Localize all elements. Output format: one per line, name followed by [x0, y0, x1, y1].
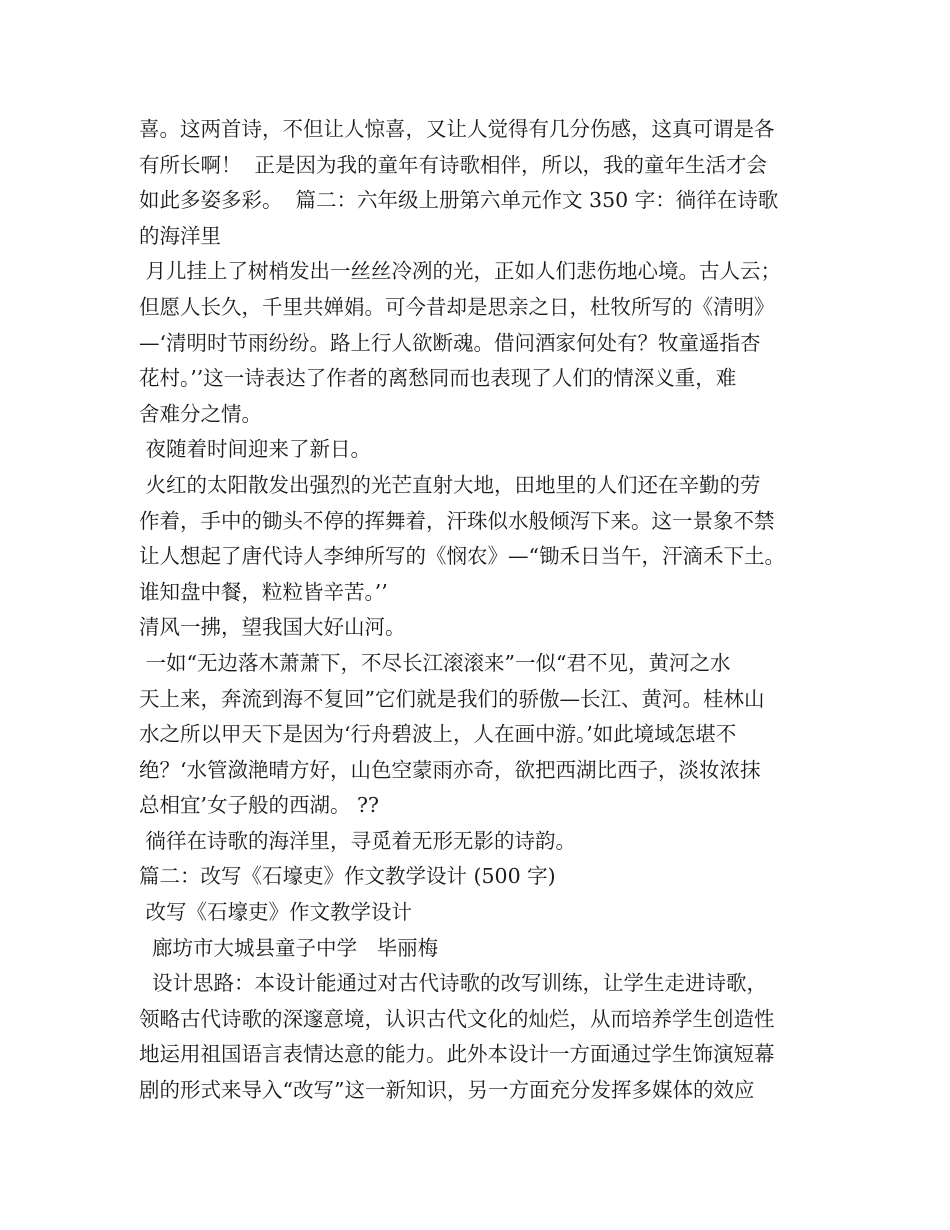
- text-line: 地运用祖国语言表情达意的能力。此外本设计一方面通过学生饰演短幕: [139, 1042, 775, 1067]
- text-line: 谁知盘中餐，粒粒皆辛苦。’’: [139, 579, 388, 604]
- text-line: 绝？‘水管潋滟晴方好，山色空蒙雨亦奇，欲把西湖比西子，淡妆浓抹: [139, 757, 761, 782]
- text-line: 徜徉在诗歌的海洋里，寻觅着无形无影的诗韵。: [139, 828, 577, 853]
- text-line: 总相宜’女子般的西湖。 ??: [139, 793, 380, 818]
- text-line: 设计思路：本设计能通过对古代诗歌的改写训练，让学生走进诗歌，: [139, 971, 768, 996]
- text-line: —‘清明时节雨纷纷。路上行人欲断魂。借问酒家何处有？牧童遥指杏: [139, 330, 761, 355]
- author-line: 廊坊市大城县童子中学 毕丽梅: [139, 935, 439, 960]
- text-line: 但愿人长久，千里共婵娟。可今昔却是思亲之日，杜牧所写的《清明》: [139, 294, 775, 319]
- text-line: 一如“无边落木萧萧下，不尽长江滚滚来”一似“君不见，黄河之水: [139, 650, 731, 675]
- text-line: 清风一拂，望我国大好山河。: [139, 615, 406, 640]
- text-line: 让人想起了唐代诗人李绅所写的《悯农》—“锄禾日当午，汗滴禾下土。: [139, 544, 785, 569]
- text-line: 作着，手中的锄头不停的挥舞着，汗珠似水般倾泻下来。这一景象不禁: [139, 508, 775, 533]
- text-line: 的海洋里: [139, 223, 221, 248]
- text-line: 领略古代诗歌的深邃意境，认识古代文化的灿烂，从而培养学生创造性: [139, 1006, 775, 1031]
- text-line: 有所长啊！ 正是因为我的童年有诗歌相伴，所以，我的童年生活才会: [139, 152, 768, 177]
- text-line: 如此多姿多彩。 篇二：六年级上册第六单元作文 350 字：徜徉在诗歌: [139, 188, 779, 213]
- text-line: 水之所以甲天下是因为‘行舟碧波上，人在画中游。’如此境域怎堪不: [139, 722, 737, 747]
- text-line: 舍难分之情。: [139, 401, 262, 426]
- text-line: 夜随着时间迎来了新日。: [139, 437, 372, 462]
- text-line: 喜。这两首诗，不但让人惊喜，又让人觉得有几分伤感，这真可谓是各: [139, 117, 775, 141]
- document-body-text: [139, 112, 829, 1109]
- article-title: 改写《石壕吏》作文教学设计: [139, 900, 413, 925]
- text-line: 火红的太阳散发出强烈的光芒直射大地，田地里的人们还在辛勤的劳: [139, 472, 761, 497]
- text-line: 月儿挂上了树梢发出一丝丝冷冽的光，正如人们悲伤地心境。古人云；: [139, 259, 782, 284]
- section-heading: 篇二：改写《石壕吏》作文教学设计 (500 字): [139, 864, 556, 889]
- text-line: 天上来，奔流到海不复回”它们就是我们的骄傲—长江、黄河。桂林山: [139, 686, 765, 711]
- text-line: 剧的形式来导入“改写”这一新知识，另一方面充分发挥多媒体的效应: [139, 1078, 755, 1103]
- text-line: 花村。’’这一诗表达了作者的离愁同而也表现了人们的情深义重，难: [139, 366, 737, 391]
